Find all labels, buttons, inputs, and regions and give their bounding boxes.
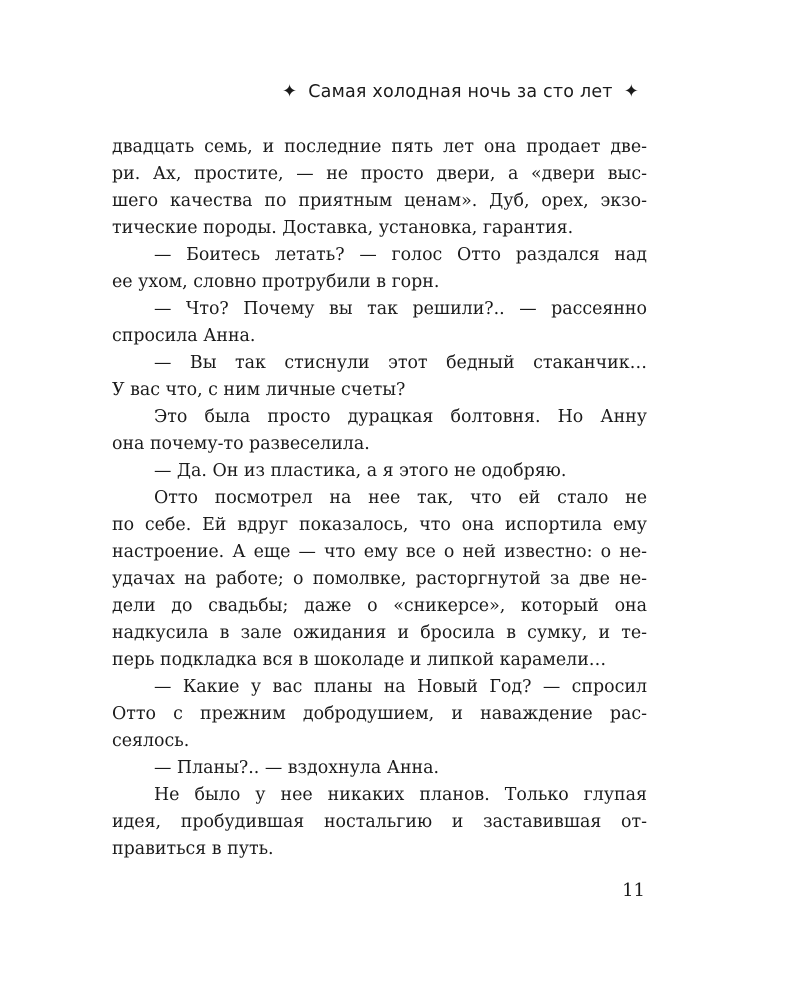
text-line: Это была просто дурацкая болтовня. Но Анну xyxy=(154,407,647,427)
text-line: Не было у нее никаких планов. Только глупая xyxy=(154,785,647,805)
text-line: по себе. Ей вдруг показалось, что она испортила ему xyxy=(112,515,647,535)
running-header xyxy=(271,82,650,102)
text-line: двадцать семь, и последние пять лет она продает две- xyxy=(112,137,647,157)
text-line: она почему-то развеселила. xyxy=(112,434,370,454)
page-number: 11 xyxy=(622,880,645,901)
text-line: шего качества по приятным ценам». Дуб, орех, экзо- xyxy=(112,191,647,211)
body-text xyxy=(112,134,647,863)
text-line: ри. Ах, простите, — не просто двери, а «двери выс- xyxy=(112,164,647,184)
text-line: тические породы. Доставка, установка, гарантия. xyxy=(112,218,574,238)
text-line: дели до свадьбы; даже о «сникерсе», который она xyxy=(112,596,647,616)
text-line: ее ухом, словно протрубили в горн. xyxy=(112,272,440,292)
text-line: правиться в путь. xyxy=(112,839,274,859)
star-left-icon: ✦ xyxy=(281,81,298,102)
star-right-icon: ✦ xyxy=(623,81,639,102)
text-line: — Какие у вас планы на Новый Год? — спросил xyxy=(154,677,647,697)
text-line: — Боитесь летать? — голос Отто раздался над xyxy=(154,245,647,265)
text-line: перь подкладка вся в шоколаде и липкой карамели… xyxy=(112,650,607,670)
text-line: идея, пробудившая ностальгию и заставившая от- xyxy=(112,812,647,832)
text-line: — Вы так стиснули этот бедный стаканчик… xyxy=(154,353,647,373)
text-line: Отто с прежним добродушием, и наваждение рас- xyxy=(112,704,647,724)
text-line: — Что? Почему вы так решили?.. — рассеянно xyxy=(154,299,647,319)
text-line: Отто посмотрел на нее так, что ей стало не xyxy=(154,488,647,508)
text-line: удачах на работе; о помолвке, расторгнутой за две не- xyxy=(112,569,647,589)
text-line: — Да. Он из пластика, а я этого не одобряю. xyxy=(154,461,567,481)
running-header-title: Самая холодная ночь за сто лет xyxy=(308,82,613,102)
text-line: — Планы?.. — вздохнула Анна. xyxy=(154,758,440,778)
text-line: У вас что, с ним личные счеты? xyxy=(112,380,406,400)
text-line: сеялось. xyxy=(112,731,190,751)
text-line: надкусила в зале ожидания и бросила в сумку, и те- xyxy=(112,623,647,643)
text-line: настроение. А еще — что ему все о ней известно: о не- xyxy=(112,542,647,562)
text-line: спросила Анна. xyxy=(112,326,256,346)
